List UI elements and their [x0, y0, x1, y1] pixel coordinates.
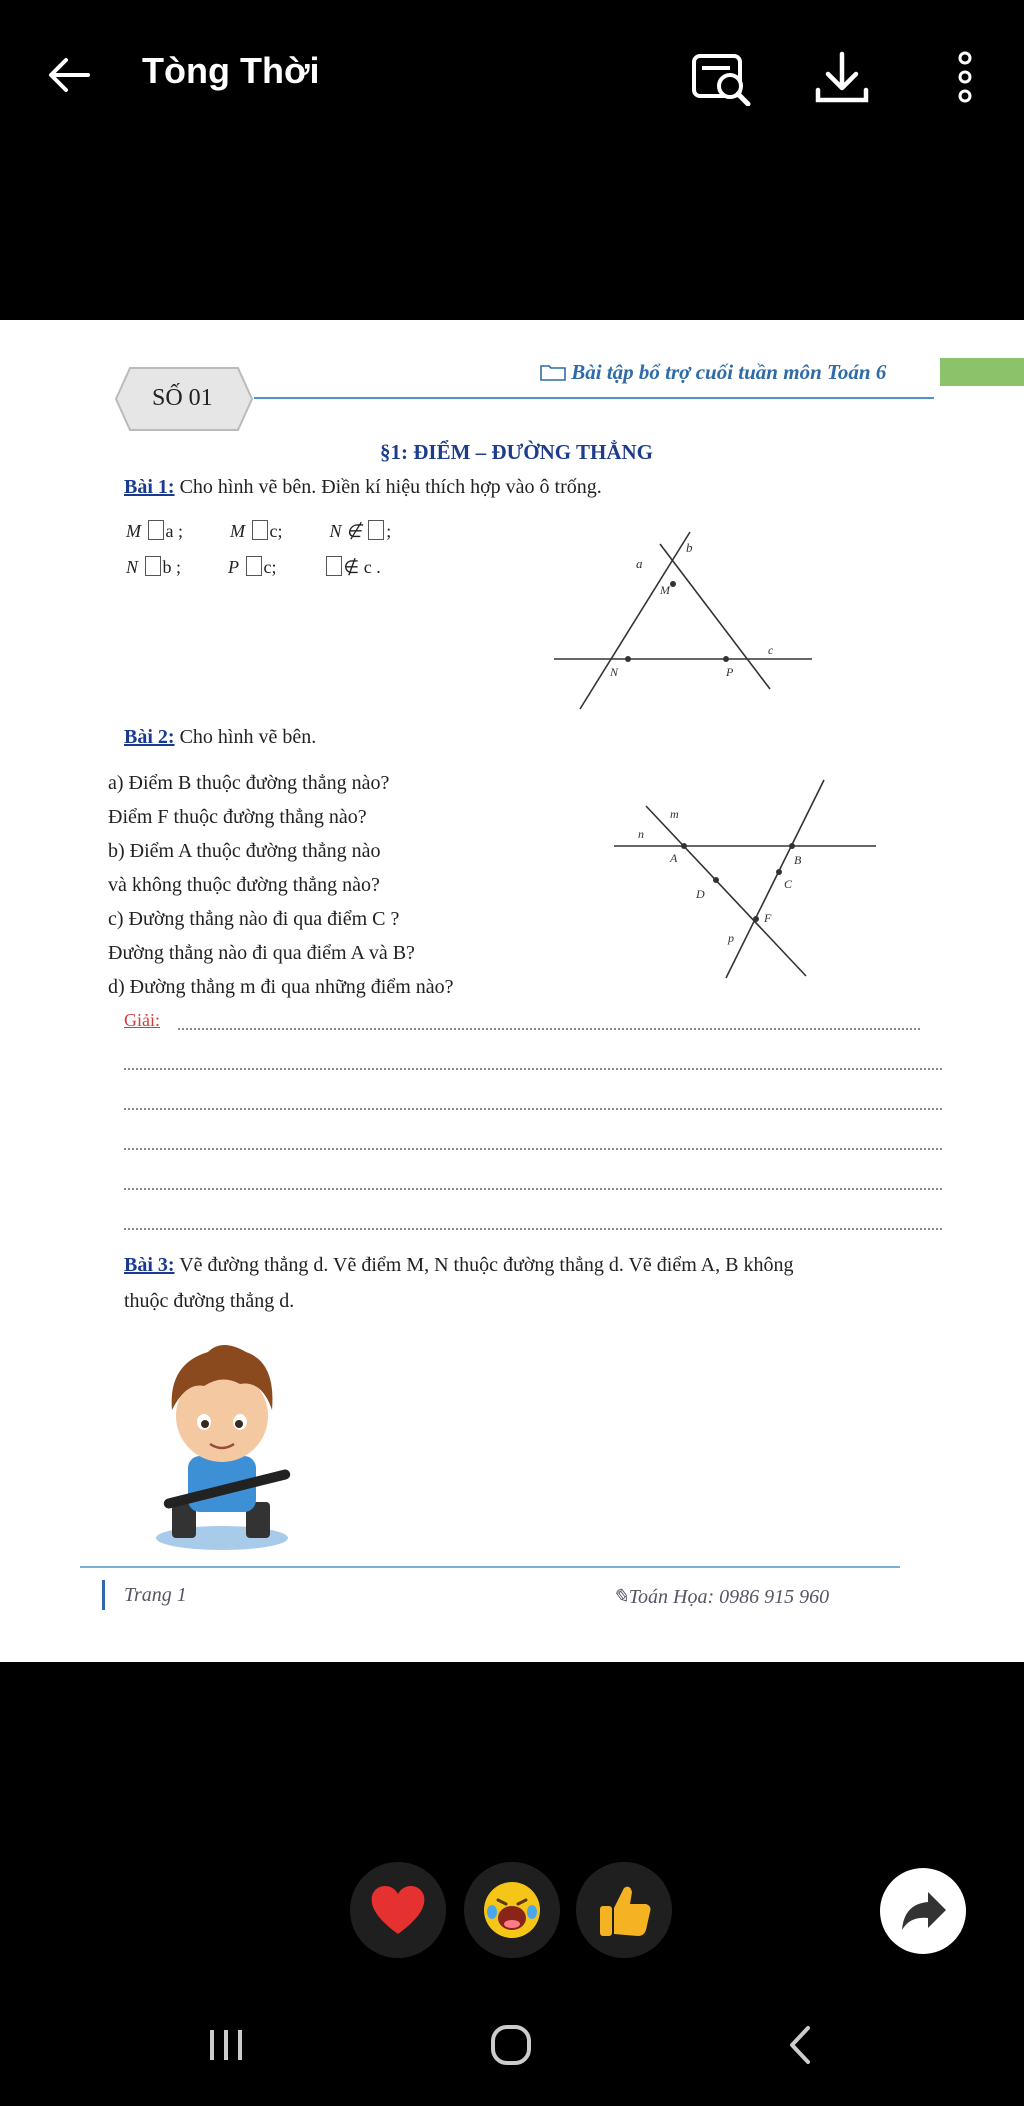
blank-box[interactable]	[246, 556, 262, 576]
fig1-label: b	[686, 540, 693, 555]
bai2-question: Đường thẳng nào đi qua điểm A và B?	[108, 942, 415, 964]
cartoon-boy-illustration	[142, 1334, 302, 1554]
fig2-label: D	[696, 887, 705, 901]
heart-icon	[366, 1878, 430, 1942]
bai1-cell: ;	[386, 521, 392, 541]
bai1-cell: P	[228, 557, 240, 577]
answer-line	[124, 1108, 942, 1110]
bai1-cell: M	[126, 521, 141, 541]
header-title-text: Bài tập bổ trợ cuối tuần môn Toán 6	[571, 360, 887, 384]
fig1-label: M	[660, 583, 670, 597]
image-search-icon[interactable]	[690, 50, 744, 104]
bai1-cell: b ;	[162, 557, 182, 577]
page-number: Trang 1	[124, 1584, 187, 1606]
bai2-heading	[124, 726, 316, 749]
fig2-label: p	[728, 931, 734, 945]
bai2-question: Điểm F thuộc đường thẳng nào?	[108, 806, 367, 828]
nav-back-icon[interactable]	[780, 2020, 820, 2075]
chat-title: Tòng Thời	[142, 50, 320, 91]
fig1-label: P	[726, 665, 734, 679]
blank-box[interactable]	[252, 520, 268, 540]
laugh-emoji-icon	[480, 1878, 544, 1942]
bai2-figure	[606, 776, 886, 986]
fig2-label: C	[784, 877, 793, 891]
fig2-label: F	[764, 911, 772, 925]
bai1-label: Bài 1:	[124, 476, 175, 498]
top-bar	[0, 0, 1024, 150]
answer-line	[178, 1028, 920, 1030]
header-strip	[940, 358, 1024, 386]
laugh-reaction[interactable]	[464, 1862, 560, 1958]
answer-line	[124, 1188, 942, 1190]
recent-apps-icon[interactable]	[204, 2020, 248, 2075]
like-reaction[interactable]	[576, 1862, 672, 1958]
heart-reaction[interactable]	[350, 1862, 446, 1958]
back-arrow-icon[interactable]	[44, 50, 94, 100]
share-button[interactable]	[880, 1868, 966, 1954]
bai1-text: Cho hình vẽ bên. Điền kí hiệu thích hợp vào ô trống.	[179, 476, 602, 498]
blank-box[interactable]	[326, 556, 342, 576]
bai2-label: Bài 2:	[124, 726, 175, 748]
blank-box[interactable]	[145, 556, 161, 576]
bai2-question: c) Đường thẳng nào đi qua điểm C ?	[108, 908, 400, 930]
section-title: §1: ĐIỂM – ĐƯỜNG THẲNG	[380, 440, 653, 464]
share-arrow-icon	[880, 1868, 966, 1954]
download-icon[interactable]	[812, 50, 866, 104]
bai2-question: d) Đường thẳng m đi qua những điểm nào?	[108, 976, 454, 998]
bai2-question: a) Điểm B thuộc đường thẳng nào?	[108, 772, 390, 794]
more-vert-icon[interactable]	[950, 50, 980, 104]
footer-contact: ✎Toán Họa: 0986 915 960	[612, 1586, 830, 1608]
folder-icon	[540, 360, 571, 384]
fig2-label: n	[638, 827, 644, 841]
answer-line	[124, 1228, 942, 1230]
bai1-cell: c;	[263, 557, 277, 577]
fig2-label: B	[794, 853, 802, 867]
bai2-question: b) Điểm A thuộc đường thẳng nào	[108, 840, 381, 862]
answer-line	[124, 1148, 942, 1150]
fig1-label: c	[768, 643, 774, 657]
fig1-label: N	[610, 665, 619, 679]
bai3-label: Bài 3:	[124, 1254, 175, 1276]
bai1-row1	[126, 520, 391, 542]
bai1-heading	[124, 476, 602, 499]
bai1-cell: M	[230, 521, 245, 541]
bai1-cell: a ;	[165, 521, 183, 541]
so-tag	[114, 366, 254, 432]
so-tag-label: SỐ 01	[152, 385, 213, 411]
bai1-cell: ∉ c .	[343, 557, 381, 577]
bai3-text: Vẽ đường thẳng d. Vẽ điểm M, N thuộc đường thẳng d. Vẽ điểm A, B không	[179, 1254, 794, 1276]
footer-rule	[80, 1566, 900, 1568]
giai-label: Giải:	[124, 1010, 160, 1030]
header-title	[540, 360, 886, 385]
bai2-text: Cho hình vẽ bên.	[179, 726, 317, 748]
bai1-cell: N ∉	[329, 521, 362, 541]
bai2-question: và không thuộc đường thẳng nào?	[108, 874, 380, 896]
bai3-text-cont: thuộc đường thẳng d.	[124, 1290, 295, 1312]
bai1-figure	[550, 524, 820, 714]
footer-accent	[102, 1580, 105, 1610]
blank-box[interactable]	[148, 520, 164, 540]
fig2-label: A	[670, 851, 678, 865]
blank-box[interactable]	[368, 520, 384, 540]
fig1-label: a	[636, 556, 643, 571]
bai1-row2	[126, 556, 381, 578]
fig2-label: m	[670, 807, 679, 821]
answer-line	[124, 1068, 942, 1070]
bai1-cell: c;	[269, 521, 283, 541]
home-icon[interactable]	[486, 2020, 536, 2075]
thumbs-up-icon	[592, 1878, 656, 1942]
bai3-heading	[124, 1254, 793, 1277]
bai1-cell: N	[126, 557, 139, 577]
header-rule	[254, 397, 934, 399]
